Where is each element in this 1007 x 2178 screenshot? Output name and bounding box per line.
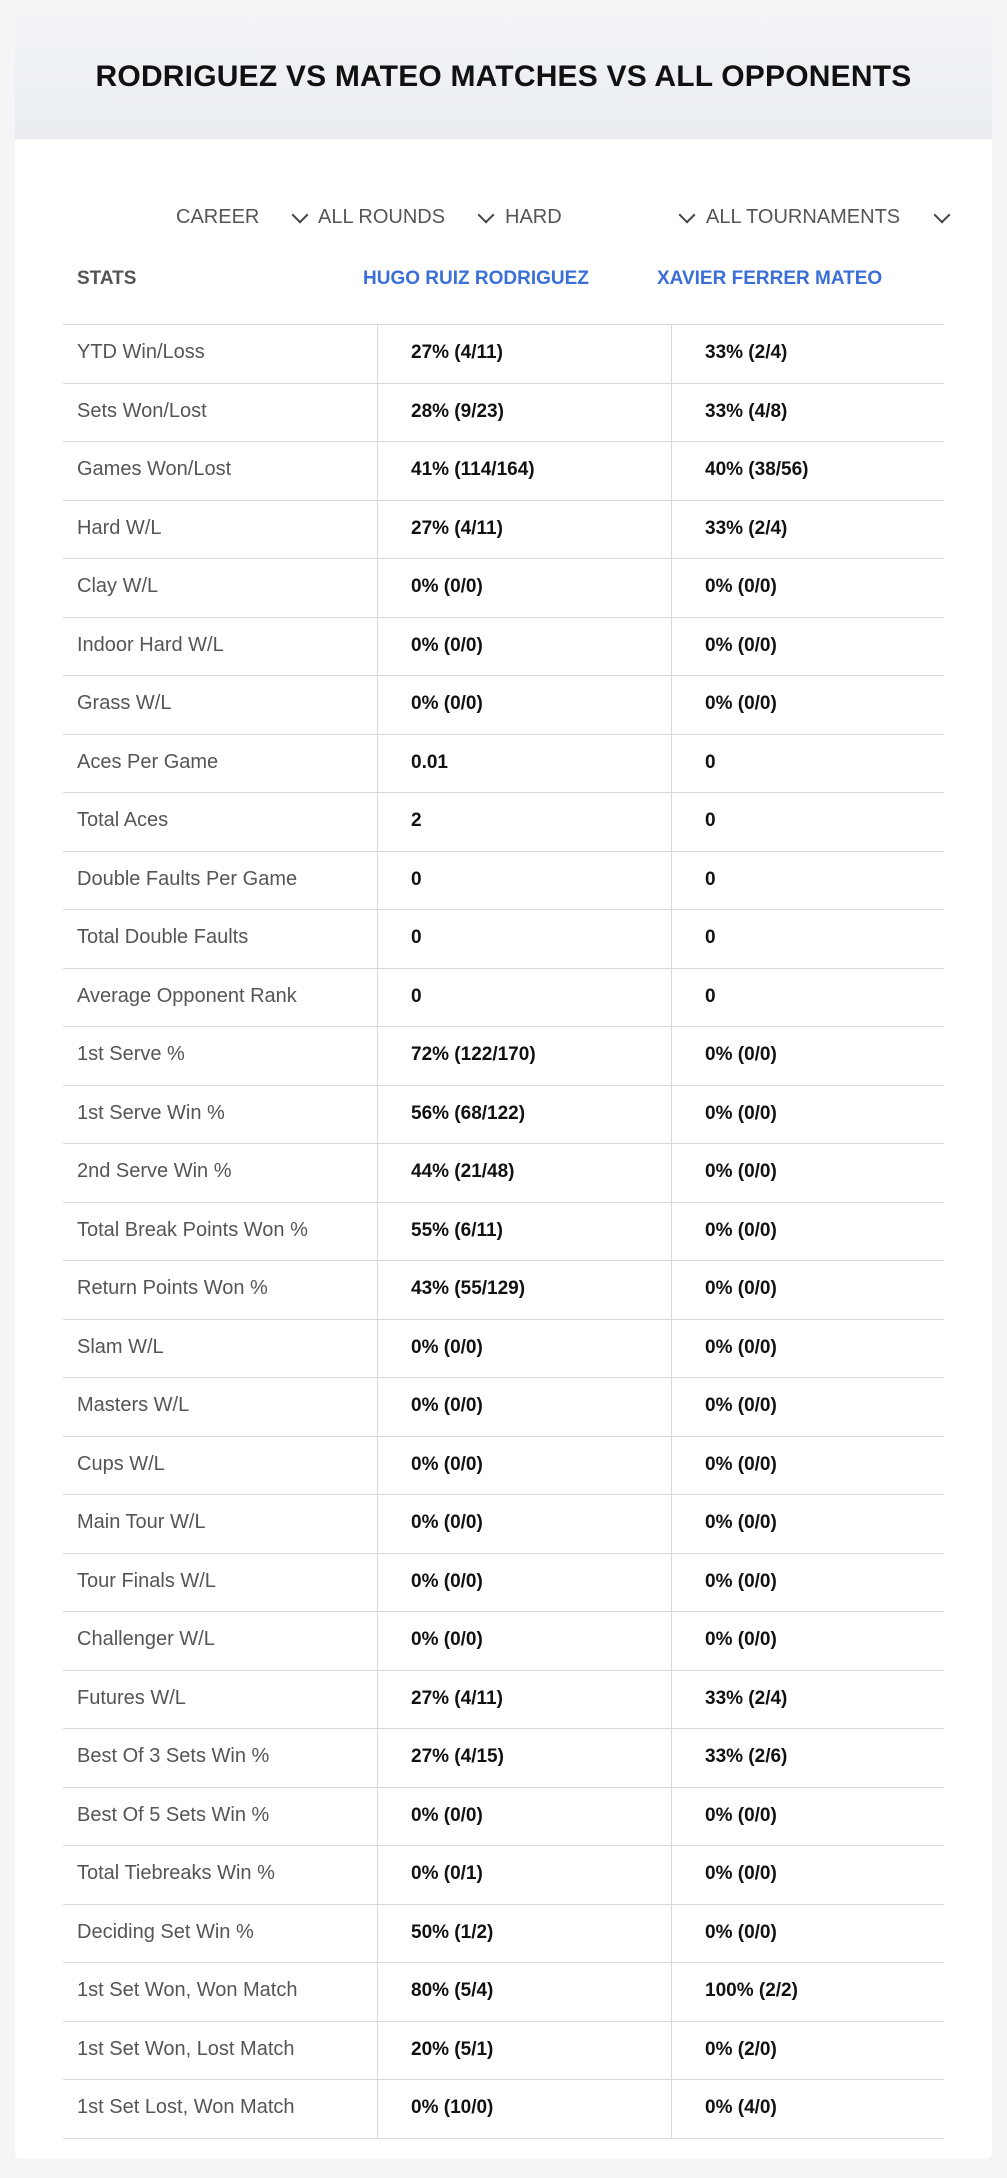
player1-value: 50% (1/2)	[411, 1921, 494, 1943]
table-row	[63, 1086, 944, 1145]
player1-value: 0% (10/0)	[411, 2097, 494, 2118]
table-row	[63, 442, 944, 501]
player2-value: 40% (38/56)	[705, 459, 809, 480]
stat-label: 1st Set Won, Won Match	[77, 1979, 298, 2001]
table-row	[63, 676, 944, 735]
table-body	[63, 325, 944, 2139]
player2-value: 0	[705, 810, 716, 831]
player1-value: 0.01	[411, 751, 448, 773]
stat-label: Sets Won/Lost	[77, 399, 207, 422]
player1-value: 0% (0/0)	[411, 1395, 483, 1416]
player1-value: 27% (4/11)	[411, 517, 503, 539]
player2-value: 33% (4/8)	[705, 400, 788, 422]
table-row	[63, 969, 944, 1028]
player1-value: 27% (4/15)	[411, 1746, 504, 1767]
table-row	[63, 618, 944, 677]
player2-value: 0% (0/0)	[705, 1161, 777, 1182]
player2-value: 0% (0/0)	[705, 1453, 777, 1475]
surface-select-label: HARD	[505, 205, 562, 228]
player2-value: 0% (0/0)	[705, 1219, 777, 1241]
table-row	[63, 1437, 944, 1496]
player2-value: 33% (2/4)	[705, 342, 788, 363]
player1-value: 0% (0/0)	[411, 576, 483, 597]
stat-label: Best Of 3 Sets Win %	[77, 1745, 270, 1767]
table-row	[63, 1203, 944, 1262]
table-row	[63, 2080, 944, 2139]
column-divider	[377, 325, 378, 2139]
table-row	[63, 1144, 944, 1203]
player1-link[interactable]: HUGO RUIZ RODRIGUEZ	[363, 268, 589, 289]
table-row	[63, 1378, 944, 1437]
chevron-down-icon	[679, 207, 696, 224]
stat-label: Aces Per Game	[77, 750, 219, 773]
table-row	[63, 1612, 944, 1671]
player1-value: 20% (5/1)	[411, 2038, 494, 2060]
stat-label: Total Aces	[77, 809, 169, 831]
player2-value: 0	[705, 751, 716, 773]
stat-label: Double Faults Per Game	[77, 867, 298, 890]
page-header	[15, 14, 992, 139]
stat-label: Slam W/L	[77, 1335, 164, 1358]
player2-value: 0% (0/0)	[705, 1102, 777, 1124]
stat-label: YTD Win/Loss	[77, 341, 205, 363]
stat-label: 1st Serve Win %	[77, 1101, 225, 1124]
stat-label: 2nd Serve Win %	[77, 1160, 232, 1182]
table-row	[63, 559, 944, 618]
stat-label: Masters W/L	[77, 1394, 190, 1416]
table-row	[63, 1320, 944, 1379]
player1-value: 0% (0/0)	[411, 1336, 483, 1358]
player1-value: 43% (55/129)	[411, 1278, 526, 1299]
stat-label: Deciding Set Win %	[77, 1920, 254, 1943]
table-row	[63, 1905, 944, 1964]
player1-value: 27% (4/11)	[411, 342, 503, 363]
player2-value: 0% (0/0)	[705, 693, 777, 714]
stat-label: Hard W/L	[77, 516, 162, 539]
table-row	[63, 1261, 944, 1320]
table-row	[63, 501, 944, 560]
table-row	[63, 1495, 944, 1554]
player2-value: 0% (0/0)	[705, 1278, 777, 1299]
player2-link[interactable]: XAVIER FERRER MATEO	[657, 268, 883, 289]
player1-value: 27% (4/11)	[411, 1687, 503, 1709]
player1-value: 55% (6/11)	[411, 1219, 503, 1241]
player1-value: 0	[411, 985, 422, 1007]
stat-label: Return Points Won %	[77, 1277, 268, 1299]
stats-table	[63, 246, 944, 2139]
stat-label: Tour Finals W/L	[77, 1569, 216, 1592]
player1-value: 41% (114/164)	[411, 459, 535, 480]
stat-label: 1st Set Lost, Won Match	[77, 2096, 295, 2118]
stat-label: Games Won/Lost	[77, 458, 232, 480]
table-row	[63, 325, 944, 384]
column-divider	[671, 325, 672, 2139]
stat-label: Total Break Points Won %	[77, 1218, 308, 1241]
table-row	[63, 1846, 944, 1905]
stat-label: Average Opponent Rank	[77, 984, 297, 1007]
stat-label: 1st Set Won, Lost Match	[77, 2037, 295, 2060]
player1-value: 0% (0/0)	[411, 1570, 483, 1592]
table-row	[63, 2022, 944, 2081]
table-row	[63, 735, 944, 794]
chevron-down-icon	[292, 207, 309, 224]
player1-value: 0% (0/0)	[411, 693, 483, 714]
player1-value: 2	[411, 810, 422, 831]
table-row	[63, 1788, 944, 1847]
player2-value: 0	[705, 927, 716, 948]
player2-value: 100% (2/2)	[705, 1980, 798, 2001]
stat-label: Cups W/L	[77, 1452, 165, 1475]
table-row	[63, 910, 944, 969]
stat-label: Indoor Hard W/L	[77, 633, 224, 656]
career-select[interactable]	[176, 192, 312, 242]
player1-value: 0% (0/0)	[411, 1629, 483, 1650]
table-row	[63, 384, 944, 443]
player2-value: 0% (0/0)	[705, 576, 777, 597]
player2-value: 0% (0/0)	[705, 1512, 777, 1533]
chevron-down-icon	[478, 207, 495, 224]
table-row	[63, 852, 944, 911]
player2-value: 33% (2/6)	[705, 1746, 788, 1767]
table-header	[63, 246, 944, 325]
player2-value: 0% (0/0)	[705, 1629, 777, 1650]
table-row	[63, 793, 944, 852]
stat-label: Futures W/L	[77, 1686, 186, 1709]
surface-select[interactable]	[505, 192, 699, 242]
player2-value: 0	[705, 985, 716, 1007]
table-row	[63, 1554, 944, 1613]
rounds-select-label: ALL ROUNDS	[318, 205, 446, 228]
player2-value: 0% (0/0)	[705, 1336, 777, 1358]
stat-label: Total Double Faults	[77, 926, 249, 948]
player2-value: 0% (0/0)	[705, 634, 777, 656]
player2-value: 0% (0/0)	[705, 1804, 777, 1826]
player2-value: 33% (2/4)	[705, 1687, 788, 1709]
player1-value: 28% (9/23)	[411, 400, 504, 422]
player2-value: 0% (2/0)	[705, 2038, 777, 2060]
player2-value: 0% (0/0)	[705, 1863, 777, 1884]
player1-value: 0% (0/0)	[411, 1804, 483, 1826]
stat-label: Total Tiebreaks Win %	[77, 1862, 275, 1884]
table-row	[63, 1027, 944, 1086]
table-row	[63, 1671, 944, 1730]
tournaments-select-label: ALL TOURNAMENTS	[706, 205, 901, 228]
stats-card	[15, 14, 992, 2159]
player2-value: 33% (2/4)	[705, 517, 788, 539]
stat-label: Grass W/L	[77, 692, 172, 714]
rounds-select[interactable]	[318, 192, 498, 242]
tournaments-select[interactable]	[706, 192, 954, 242]
stat-label: 1st Serve %	[77, 1043, 185, 1065]
stat-label: Clay W/L	[77, 575, 159, 597]
player1-value: 0% (0/0)	[411, 634, 483, 656]
table-row	[63, 1729, 944, 1788]
stat-label: Main Tour W/L	[77, 1511, 206, 1533]
player2-value: 0% (4/0)	[705, 2097, 777, 2118]
table-row	[63, 1963, 944, 2022]
player1-value: 0% (0/1)	[411, 1863, 483, 1884]
stat-label: Challenger W/L	[77, 1628, 215, 1650]
player2-value: 0	[705, 868, 716, 890]
page-title: RODRIGUEZ VS MATEO MATCHES VS ALL OPPONENTS	[95, 59, 912, 93]
player1-value: 72% (122/170)	[411, 1044, 536, 1065]
stats-column-header: STATS	[77, 268, 137, 289]
career-select-label: CAREER	[176, 205, 260, 228]
player1-value: 80% (5/4)	[411, 1980, 494, 2001]
player2-value: 0% (0/0)	[705, 1395, 777, 1416]
player1-value: 0	[411, 868, 422, 890]
player2-value: 0% (0/0)	[705, 1044, 777, 1065]
player1-value: 0	[411, 927, 422, 948]
player1-value: 0% (0/0)	[411, 1453, 483, 1475]
player2-value: 0% (0/0)	[705, 1570, 777, 1592]
chevron-down-icon	[934, 207, 951, 224]
player1-value: 44% (21/48)	[411, 1161, 515, 1182]
filter-bar	[15, 192, 992, 242]
stat-label: Best Of 5 Sets Win %	[77, 1803, 270, 1826]
player1-value: 0% (0/0)	[411, 1512, 483, 1533]
player1-value: 56% (68/122)	[411, 1102, 526, 1124]
player2-value: 0% (0/0)	[705, 1921, 777, 1943]
